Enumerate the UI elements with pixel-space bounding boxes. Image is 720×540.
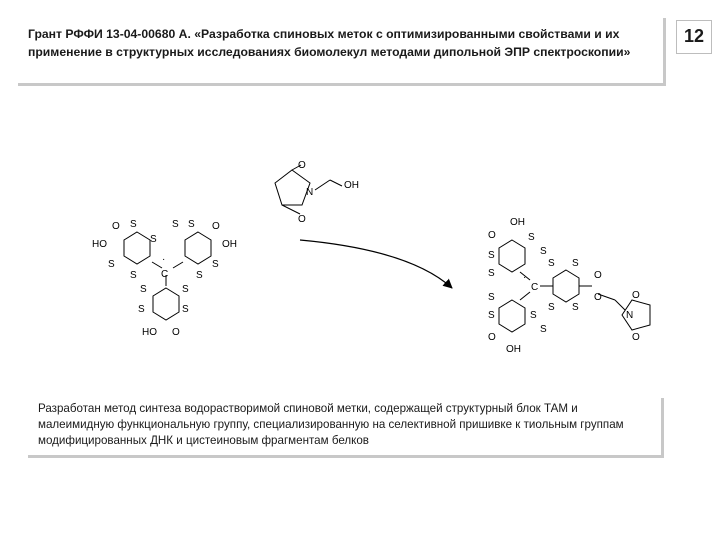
- svg-text:S: S: [150, 234, 157, 245]
- slide-title: Грант РФФИ 13-04-00680 А. «Разработка спиновых меток с оптимизированными свойствами и их применение в структурных исследованиях биомолекул методами дипольной ЭПР спектроскопии»: [18, 18, 666, 86]
- product-n: N: [626, 310, 634, 321]
- svg-text:S: S: [572, 258, 579, 269]
- svg-text:S: S: [488, 310, 495, 321]
- reagent-o-bottom: O: [298, 214, 306, 225]
- product-o-mal-top: O: [632, 290, 640, 301]
- aryl-ring-right: [185, 232, 211, 264]
- svg-text:S: S: [140, 284, 147, 295]
- product-o-mal-bottom: O: [632, 332, 640, 343]
- svg-text:S: S: [548, 302, 555, 313]
- product-oh-bottom: OH: [506, 344, 521, 355]
- svg-text:S: S: [488, 250, 495, 261]
- start-ho: HO: [92, 239, 107, 250]
- svg-text:S: S: [182, 284, 189, 295]
- start-oh-right: OH: [222, 239, 237, 250]
- start-o-right: O: [212, 221, 220, 232]
- product-ester-o2: O: [594, 292, 602, 303]
- start-ho-bottom: HO: [142, 327, 157, 338]
- product-ester-o1: O: [594, 270, 602, 281]
- maleimide-ring: [275, 170, 310, 205]
- product-center-c: C: [531, 282, 539, 293]
- svg-text:S: S: [488, 292, 495, 303]
- svg-text:S: S: [528, 232, 535, 243]
- product-ring-bottom: [499, 300, 525, 332]
- start-radical-dot: ·: [162, 254, 166, 265]
- start-s-labels: [108, 219, 219, 315]
- aryl-ring-left: [124, 232, 150, 264]
- svg-text:S: S: [182, 304, 189, 315]
- svg-text:S: S: [196, 270, 203, 281]
- svg-text:S: S: [530, 310, 537, 321]
- reaction-scheme: [0, 150, 720, 370]
- svg-text:S: S: [548, 258, 555, 269]
- svg-text:S: S: [540, 246, 547, 257]
- product-o-top: O: [488, 230, 496, 241]
- reagent-o-top: O: [298, 160, 306, 171]
- product-ring-top: [499, 240, 525, 272]
- product-radical-dot: ·: [523, 272, 527, 283]
- start-o-left: O: [112, 221, 120, 232]
- svg-text:S: S: [108, 259, 115, 270]
- svg-text:S: S: [130, 270, 137, 281]
- svg-text:S: S: [188, 219, 195, 230]
- product-tam-maleimide: [488, 217, 650, 355]
- start-o-bottom: O: [172, 327, 180, 338]
- product-o-bottom: O: [488, 332, 496, 343]
- product-oh-top: OH: [510, 217, 525, 228]
- reagent-oh: OH: [344, 180, 359, 191]
- aryl-ring-bottom: [153, 288, 179, 320]
- start-tam-radical: [92, 219, 237, 338]
- svg-text:S: S: [138, 304, 145, 315]
- svg-text:S: S: [130, 219, 137, 230]
- svg-text:S: S: [172, 219, 179, 230]
- slide-caption: Разработан метод синтеза водорастворимой спиновой метки, содержащей структурный блок ТАМ и малеимидную функциональную группу, специализированную на селективной пришивке к тиольным группам модифицированных ДНК и цистеиновым фрагментам белков: [28, 398, 664, 458]
- svg-text:S: S: [540, 324, 547, 335]
- svg-text:S: S: [488, 268, 495, 279]
- page-number: 12: [676, 20, 712, 54]
- start-center-c: C: [161, 269, 169, 280]
- product-ring-right: [553, 270, 579, 302]
- svg-text:S: S: [212, 259, 219, 270]
- reagent-maleimide: [275, 160, 359, 225]
- svg-text:S: S: [572, 302, 579, 313]
- reagent-n: N: [306, 187, 314, 198]
- reaction-arrow: [300, 240, 452, 288]
